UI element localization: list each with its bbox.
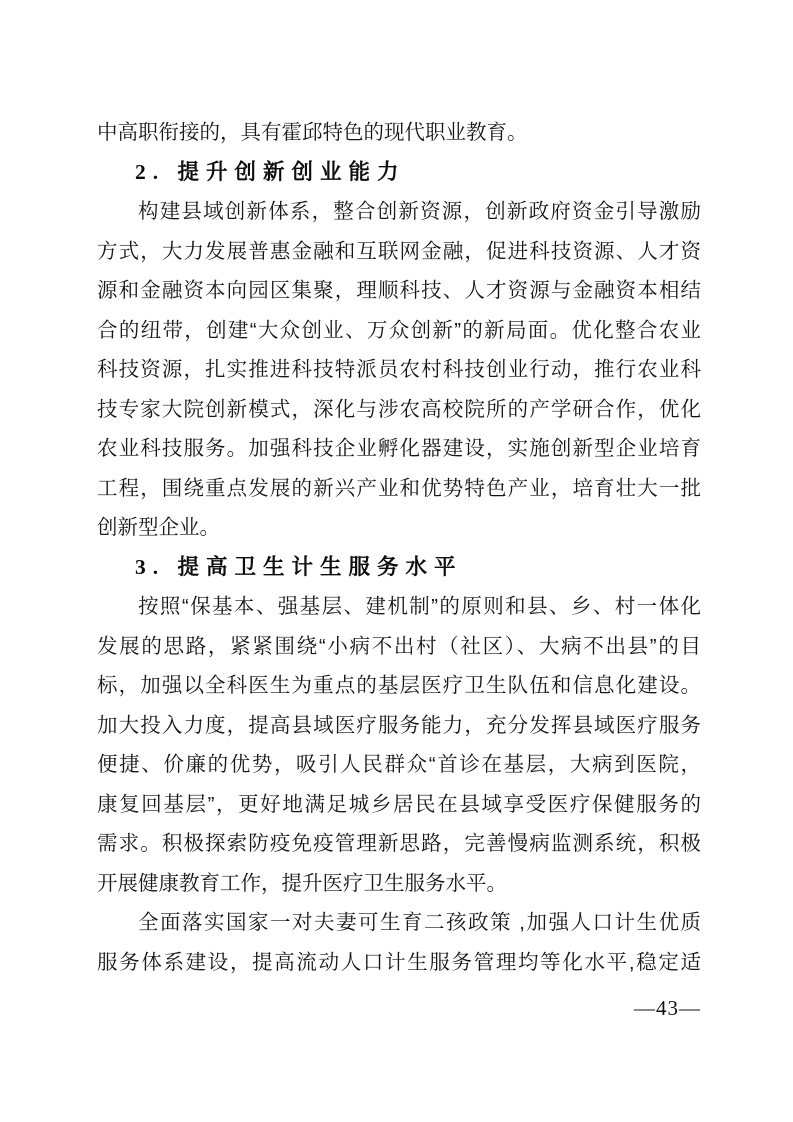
text-line: 合的纽带，创建“大众创业、万众创新”的新局面。优化整合农业 [97,318,701,342]
page-number: —43— [634,996,701,1020]
page-footer [634,994,701,1022]
text-line: 发展的思路，紧紧围绕“小病不出村（社区）、大病不出县”的目 [97,634,701,658]
text-line: 康复回基层”，更好地满足城乡居民在县域享受医疗保健服务的 [97,792,701,816]
text-line: 方式，大力发展普惠金融和互联网金融，促进科技资源、人才资 [97,239,701,263]
text-line: 技专家大院创新模式，深化与涉农高校院所的产学研合作，优化 [97,397,701,421]
text-line: 构建县域创新体系，整合创新资源，创新政府资金引导激励 [138,200,701,223]
text-line: 科技资源，扎实推进科技特派员农村科技创业行动，推行农业科 [97,358,701,381]
text-line: 需求。积极探索防疫免疫管理新思路，完善慢病监测系统，积极 [97,832,701,855]
text-line: 创新型企业。 [97,516,220,539]
text-line: 便捷、价廉的优势，吸引人民群众“首诊在基层，大病到医院， [97,753,701,776]
section-heading: 3. 提高卫生计生服务水平 [135,554,463,579]
text-line: 全面落实国家一对夫妻可生育二孩政策 ,加强人口计生优质 [138,911,701,934]
text-line: 加大投入力度，提高县域医疗服务能力，充分发挥县域医疗服务 [97,713,701,737]
text-line: 按照“保基本、强基层、建机制”的原则和县、乡、村一体化 [138,595,701,618]
text-line: 工程，围绕重点发展的新兴产业和优势特色产业，培育壮大一批 [97,476,701,500]
text-line: 中高职衔接的，具有霍邱特色的现代职业教育。 [97,121,528,144]
document-content [97,113,701,982]
text-line: 服务体系建设，提高流动人口计生服务管理均等化水平,稳定适 [97,950,701,974]
text-line: 标，加强以全科医生为重点的基层医疗卫生队伍和信息化建设。 [97,674,701,697]
text-line: 开展健康教育工作，提升医疗卫生服务水平。 [97,871,507,895]
section-heading: 2. 提升创新创业能力 [135,159,406,184]
text-line: 源和金融资本向园区集聚，理顺科技、人才资源与金融资本相结 [97,279,701,302]
text-line: 农业科技服务。加强科技企业孵化器建设，实施创新型企业培育 [97,437,701,460]
